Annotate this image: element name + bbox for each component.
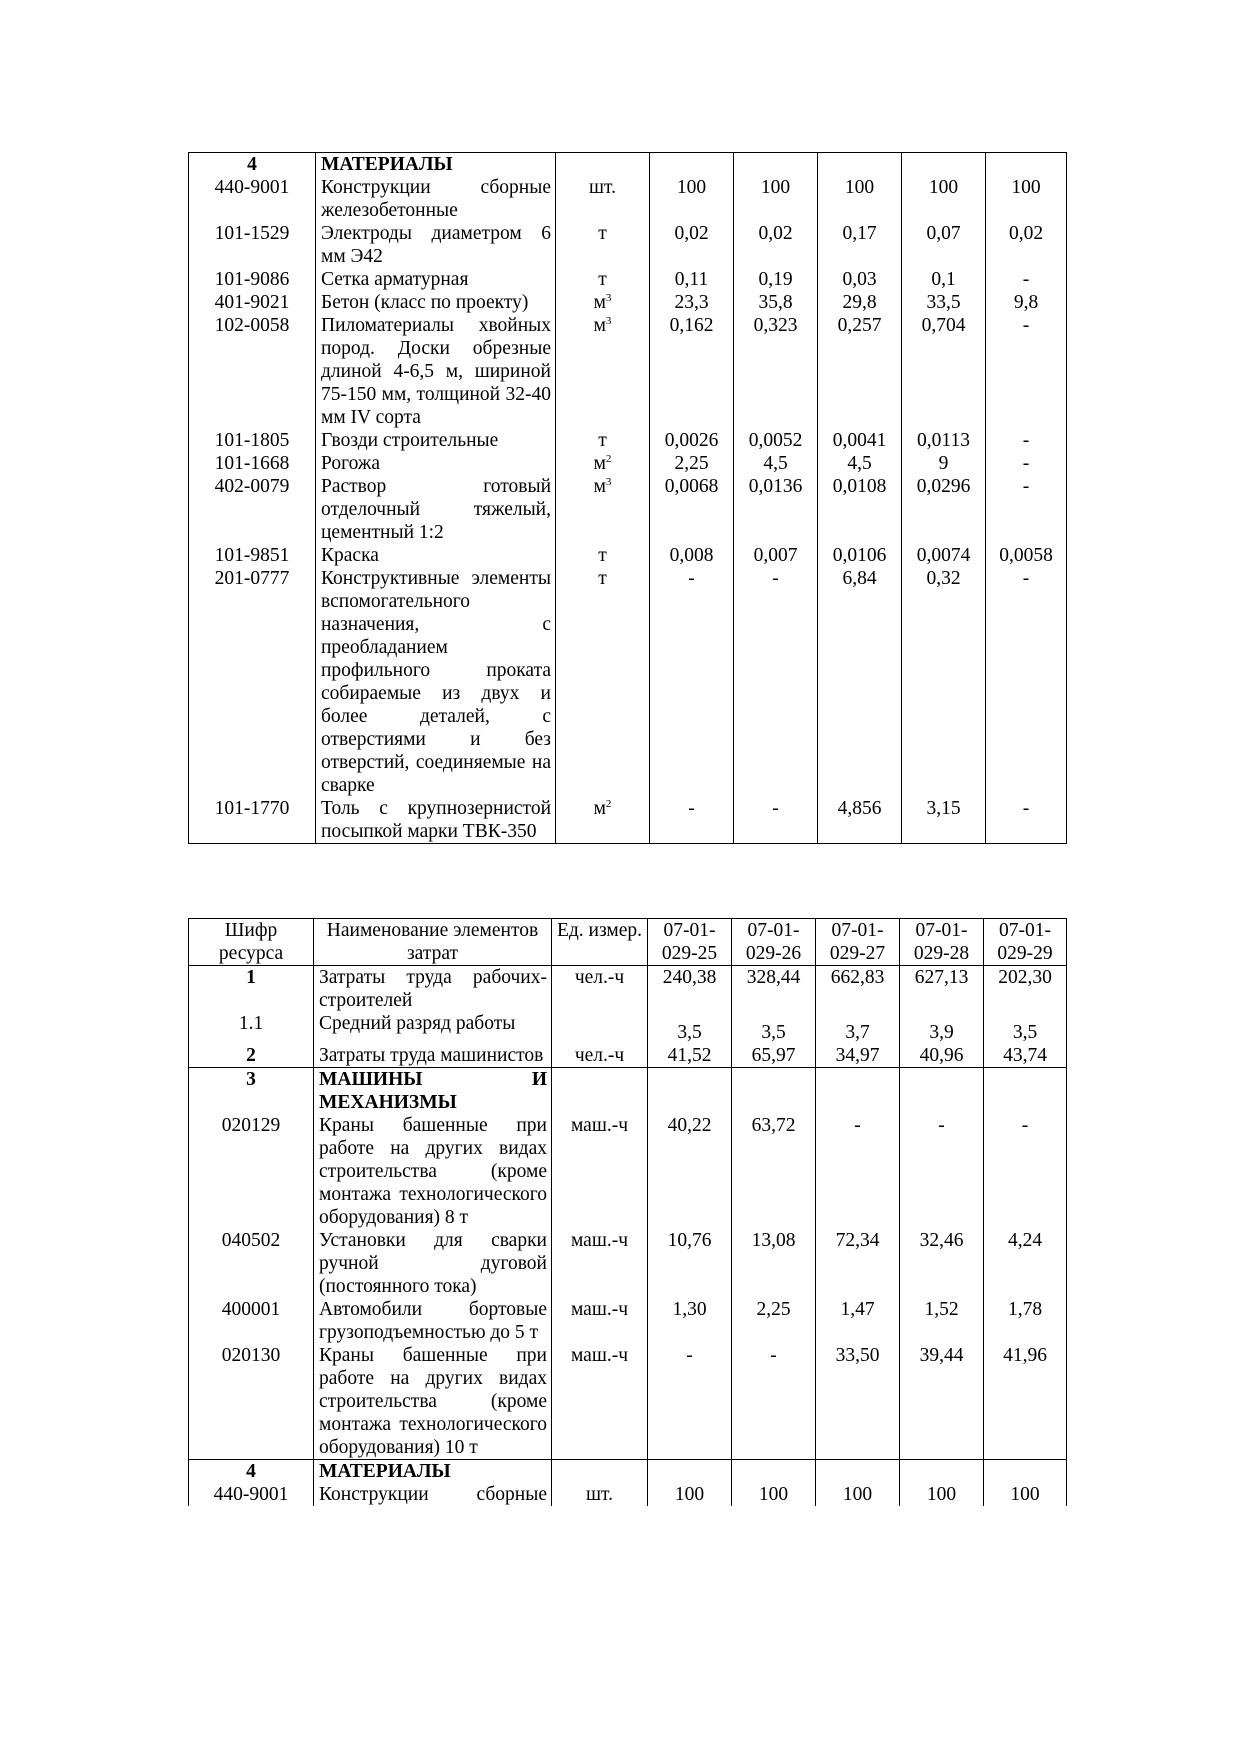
resource-name: МАТЕРИАЛЫ: [314, 1460, 552, 1484]
unit-cell: т: [556, 544, 650, 567]
value-cell: 100: [818, 176, 902, 222]
value-cell: -: [986, 268, 1067, 291]
value-cell: -: [986, 429, 1067, 452]
value-cell: 0,0026: [650, 429, 734, 452]
value-cell: 0,03: [818, 268, 902, 291]
value-cell: [816, 1460, 900, 1484]
value-cell: 0,32: [902, 567, 986, 797]
unit-text: м: [593, 798, 606, 819]
resource-code: 102-0058: [189, 314, 316, 429]
resource-name: МАШИНЫ И МЕХАНИЗМЫ: [314, 1068, 552, 1115]
value-cell: [816, 1068, 900, 1115]
resource-name: МАТЕРИАЛЫ: [316, 153, 556, 177]
value-cell: 1,30: [648, 1298, 732, 1344]
value-cell: 0,19: [734, 268, 818, 291]
value-cell: [732, 1460, 816, 1484]
value-cell: 0,704: [902, 314, 986, 429]
resource-name: Раствор готовый отделочный тяжелый, цементный 1:2: [316, 475, 556, 544]
value-cell: [732, 1068, 816, 1115]
value-cell: 3,5: [732, 1012, 816, 1044]
unit-cell: т: [556, 567, 650, 797]
value-cell: -: [984, 1114, 1067, 1229]
value-cell: 2,25: [650, 452, 734, 475]
value-cell: 100: [732, 1483, 816, 1506]
value-cell: 202,30: [984, 966, 1067, 1013]
value-cell: 2,25: [732, 1298, 816, 1344]
value-cell: 100: [902, 176, 986, 222]
value-cell: 328,44: [732, 966, 816, 1013]
value-cell: 32,46: [900, 1229, 984, 1298]
table-row: [189, 291, 1067, 314]
unit-cell: [556, 797, 650, 844]
value-cell: 39,44: [900, 1344, 984, 1460]
value-cell: [650, 153, 734, 177]
materials-table-continued: [188, 152, 1067, 844]
value-cell: -: [650, 797, 734, 844]
unit-cell: [552, 1012, 648, 1044]
resource-code: 020130: [189, 1344, 314, 1460]
value-cell: 0,02: [650, 222, 734, 268]
value-cell: 41,52: [648, 1044, 732, 1068]
resource-name: Конструкции сборные: [314, 1483, 552, 1506]
value-cell: 3,5: [984, 1012, 1067, 1044]
value-cell: 29,8: [818, 291, 902, 314]
unit-cell: [556, 153, 650, 177]
table-row-section-materials: [189, 1460, 1067, 1484]
table-row: [189, 1044, 1067, 1068]
value-cell: 4,24: [984, 1229, 1067, 1298]
header-norm-code: 07-01-029-25: [648, 919, 732, 966]
resource-name: Конструкции сборные железобетонные: [316, 176, 556, 222]
value-cell: 100: [734, 176, 818, 222]
value-cell: 0,0041: [818, 429, 902, 452]
unit-cell: маш.-ч: [552, 1298, 648, 1344]
unit-cell: маш.-ч: [552, 1344, 648, 1460]
table-row: [189, 567, 1067, 797]
resource-code: 1: [189, 966, 314, 1013]
value-cell: 0,02: [734, 222, 818, 268]
resource-name: Затраты труда рабочих-строителей: [314, 966, 552, 1013]
value-cell: 9: [902, 452, 986, 475]
value-cell: 0,0074: [902, 544, 986, 567]
value-cell: 40,22: [648, 1114, 732, 1229]
value-cell: 65,97: [732, 1044, 816, 1068]
table-row: [189, 1012, 1067, 1044]
unit-cell: [556, 314, 650, 429]
value-cell: 0,323: [734, 314, 818, 429]
resource-code: 101-9851: [189, 544, 316, 567]
table-row: [189, 797, 1067, 844]
unit-cell: шт.: [552, 1483, 648, 1506]
value-cell: 100: [648, 1483, 732, 1506]
table-row: [189, 314, 1067, 429]
header-code: Шифр ресурса: [189, 919, 314, 966]
value-cell: [984, 1460, 1067, 1484]
value-cell: 0,0068: [650, 475, 734, 544]
resource-name: Пиломатериалы хвойных пород. Доски обрезные длиной 4-6,5 м, шириной 75-150 мм, толщиной 32-40 мм IV сорта: [316, 314, 556, 429]
value-cell: 662,83: [816, 966, 900, 1013]
resource-code: 3: [189, 1068, 314, 1115]
value-cell: -: [650, 567, 734, 797]
value-cell: 0,0058: [986, 544, 1067, 567]
header-norm-code: 07-01-029-26: [732, 919, 816, 966]
unit-cell: [556, 452, 650, 475]
value-cell: 0,162: [650, 314, 734, 429]
value-cell: 72,34: [816, 1229, 900, 1298]
table-row: [189, 1229, 1067, 1298]
unit-cell: [552, 1068, 648, 1115]
resource-name: Гвозди строительные: [316, 429, 556, 452]
table-row: [189, 1483, 1067, 1506]
value-cell: 0,17: [818, 222, 902, 268]
table-row: [189, 475, 1067, 544]
value-cell: 100: [650, 176, 734, 222]
resource-name: Установки для сварки ручной дуговой (постоянного тока): [314, 1229, 552, 1298]
resource-code: 4: [189, 1460, 314, 1484]
value-cell: 40,96: [900, 1044, 984, 1068]
value-cell: [986, 153, 1067, 177]
value-cell: 100: [900, 1483, 984, 1506]
value-cell: -: [732, 1344, 816, 1460]
value-cell: 0,0106: [818, 544, 902, 567]
resource-code: 401-9021: [189, 291, 316, 314]
value-cell: 3,9: [900, 1012, 984, 1044]
unit-cell: чел.-ч: [552, 966, 648, 1013]
unit-cell: шт.: [556, 176, 650, 222]
value-cell: 627,13: [900, 966, 984, 1013]
value-cell: 10,76: [648, 1229, 732, 1298]
unit-text: м: [593, 476, 606, 497]
resource-table: [188, 918, 1067, 1506]
unit-text: м: [593, 453, 606, 474]
value-cell: 0,02: [986, 222, 1067, 268]
value-cell: [818, 153, 902, 177]
value-cell: 35,8: [734, 291, 818, 314]
value-cell: 13,08: [732, 1229, 816, 1298]
resource-name: Краны башенные при работе на других видах строительства (кроме монтажа технологического оборудования) 8 т: [314, 1114, 552, 1229]
unit-cell: маш.-ч: [552, 1114, 648, 1229]
table-row-section-materials: [189, 153, 1067, 177]
table-row: [189, 544, 1067, 567]
header-norm-code: 07-01-029-28: [900, 919, 984, 966]
table-row: [189, 1114, 1067, 1229]
value-cell: 1,78: [984, 1298, 1067, 1344]
value-cell: 63,72: [732, 1114, 816, 1229]
value-cell: [648, 1460, 732, 1484]
resource-name: Сетка арматурная: [316, 268, 556, 291]
resource-name: Конструктивные элементы вспомогательного назначения, с преобладанием профильного проката собираемые из двух и более деталей, с отверстиями и без отверстий, соединяемые на сварке: [316, 567, 556, 797]
table-row: [189, 429, 1067, 452]
value-cell: [900, 1460, 984, 1484]
value-cell: 41,96: [984, 1344, 1067, 1460]
header-unit: Ед. измер.: [552, 919, 648, 966]
value-cell: -: [734, 567, 818, 797]
unit-cell: т: [556, 429, 650, 452]
value-cell: 0,007: [734, 544, 818, 567]
unit-cell: т: [556, 268, 650, 291]
value-cell: -: [986, 797, 1067, 844]
resource-name: Бетон (класс по проекту): [316, 291, 556, 314]
value-cell: 100: [984, 1483, 1067, 1506]
value-cell: 4,5: [734, 452, 818, 475]
resource-name: Краска: [316, 544, 556, 567]
table-row: [189, 222, 1067, 268]
header-norm-code: 07-01-029-29: [984, 919, 1067, 966]
header-norm-code: 07-01-029-27: [816, 919, 900, 966]
value-cell: 3,5: [648, 1012, 732, 1044]
unit-cell: т: [556, 222, 650, 268]
value-cell: 240,38: [648, 966, 732, 1013]
value-cell: 0,1: [902, 268, 986, 291]
value-cell: -: [900, 1114, 984, 1229]
value-cell: [984, 1068, 1067, 1115]
table-row: [189, 268, 1067, 291]
value-cell: 0,07: [902, 222, 986, 268]
value-cell: 3,15: [902, 797, 986, 844]
table-row: [189, 966, 1067, 1013]
value-cell: 0,0108: [818, 475, 902, 544]
resource-code: 101-9086: [189, 268, 316, 291]
value-cell: 23,3: [650, 291, 734, 314]
value-cell: 0,0113: [902, 429, 986, 452]
resource-code: 101-1529: [189, 222, 316, 268]
resource-code: 1.1: [189, 1012, 314, 1044]
table-header-row: [189, 919, 1067, 966]
value-cell: 43,74: [984, 1044, 1067, 1068]
unit-exponent: 3: [605, 476, 612, 488]
resource-name: Толь с крупнозернистой посыпкой марки ТВК-350: [316, 797, 556, 844]
value-cell: 33,50: [816, 1344, 900, 1460]
unit-text: м: [593, 315, 606, 336]
value-cell: -: [986, 314, 1067, 429]
value-cell: 1,52: [900, 1298, 984, 1344]
value-cell: 0,008: [650, 544, 734, 567]
value-cell: -: [986, 452, 1067, 475]
value-cell: 6,84: [818, 567, 902, 797]
value-cell: -: [986, 475, 1067, 544]
resource-name: Рогожа: [316, 452, 556, 475]
value-cell: 0,11: [650, 268, 734, 291]
header-name: Наименование элементов затрат: [314, 919, 552, 966]
unit-cell: маш.-ч: [552, 1229, 648, 1298]
unit-text: м: [593, 292, 606, 313]
unit-cell: чел.-ч: [552, 1044, 648, 1068]
unit-cell: [552, 1460, 648, 1484]
unit-exponent: 3: [605, 292, 612, 304]
value-cell: 34,97: [816, 1044, 900, 1068]
resource-code: 101-1668: [189, 452, 316, 475]
resource-code: 402-0079: [189, 475, 316, 544]
value-cell: 0,0136: [734, 475, 818, 544]
table-row: [189, 1344, 1067, 1460]
value-cell: [900, 1068, 984, 1115]
resource-code: 101-1770: [189, 797, 316, 844]
value-cell: -: [986, 567, 1067, 797]
value-cell: 100: [986, 176, 1067, 222]
resource-name: Автомобили бортовые грузоподъемностью до 5 т: [314, 1298, 552, 1344]
value-cell: 100: [816, 1483, 900, 1506]
value-cell: -: [648, 1344, 732, 1460]
resource-code: 440-9001: [189, 176, 316, 222]
resource-name: Средний разряд работы: [314, 1012, 552, 1044]
value-cell: 1,47: [816, 1298, 900, 1344]
table-row: [189, 176, 1067, 222]
unit-exponent: 2: [605, 798, 612, 810]
value-cell: -: [734, 797, 818, 844]
value-cell: 4,5: [818, 452, 902, 475]
value-cell: 0,0296: [902, 475, 986, 544]
value-cell: 33,5: [902, 291, 986, 314]
value-cell: 9,8: [986, 291, 1067, 314]
value-cell: -: [816, 1114, 900, 1229]
resource-code: 440-9001: [189, 1483, 314, 1506]
value-cell: [648, 1068, 732, 1115]
unit-cell: [556, 475, 650, 544]
resource-code: 2: [189, 1044, 314, 1068]
resource-code: 400001: [189, 1298, 314, 1344]
value-cell: 0,257: [818, 314, 902, 429]
resource-code: 040502: [189, 1229, 314, 1298]
resource-name: Краны башенные при работе на других видах строительства (кроме монтажа технологического оборудования) 10 т: [314, 1344, 552, 1460]
resource-code: 101-1805: [189, 429, 316, 452]
value-cell: 4,856: [818, 797, 902, 844]
resource-code: 201-0777: [189, 567, 316, 797]
resource-code: 020129: [189, 1114, 314, 1229]
unit-exponent: 2: [605, 453, 612, 465]
table-row: [189, 452, 1067, 475]
unit-cell: [556, 291, 650, 314]
resource-code: 4: [189, 153, 316, 177]
table-row-section-machines: [189, 1068, 1067, 1115]
resource-name: Электроды диаметром 6 мм Э42: [316, 222, 556, 268]
table-row: [189, 1298, 1067, 1344]
unit-exponent: 3: [605, 315, 612, 327]
value-cell: [734, 153, 818, 177]
value-cell: 3,7: [816, 1012, 900, 1044]
resource-name: Затраты труда машинистов: [314, 1044, 552, 1068]
value-cell: 0,0052: [734, 429, 818, 452]
value-cell: [902, 153, 986, 177]
